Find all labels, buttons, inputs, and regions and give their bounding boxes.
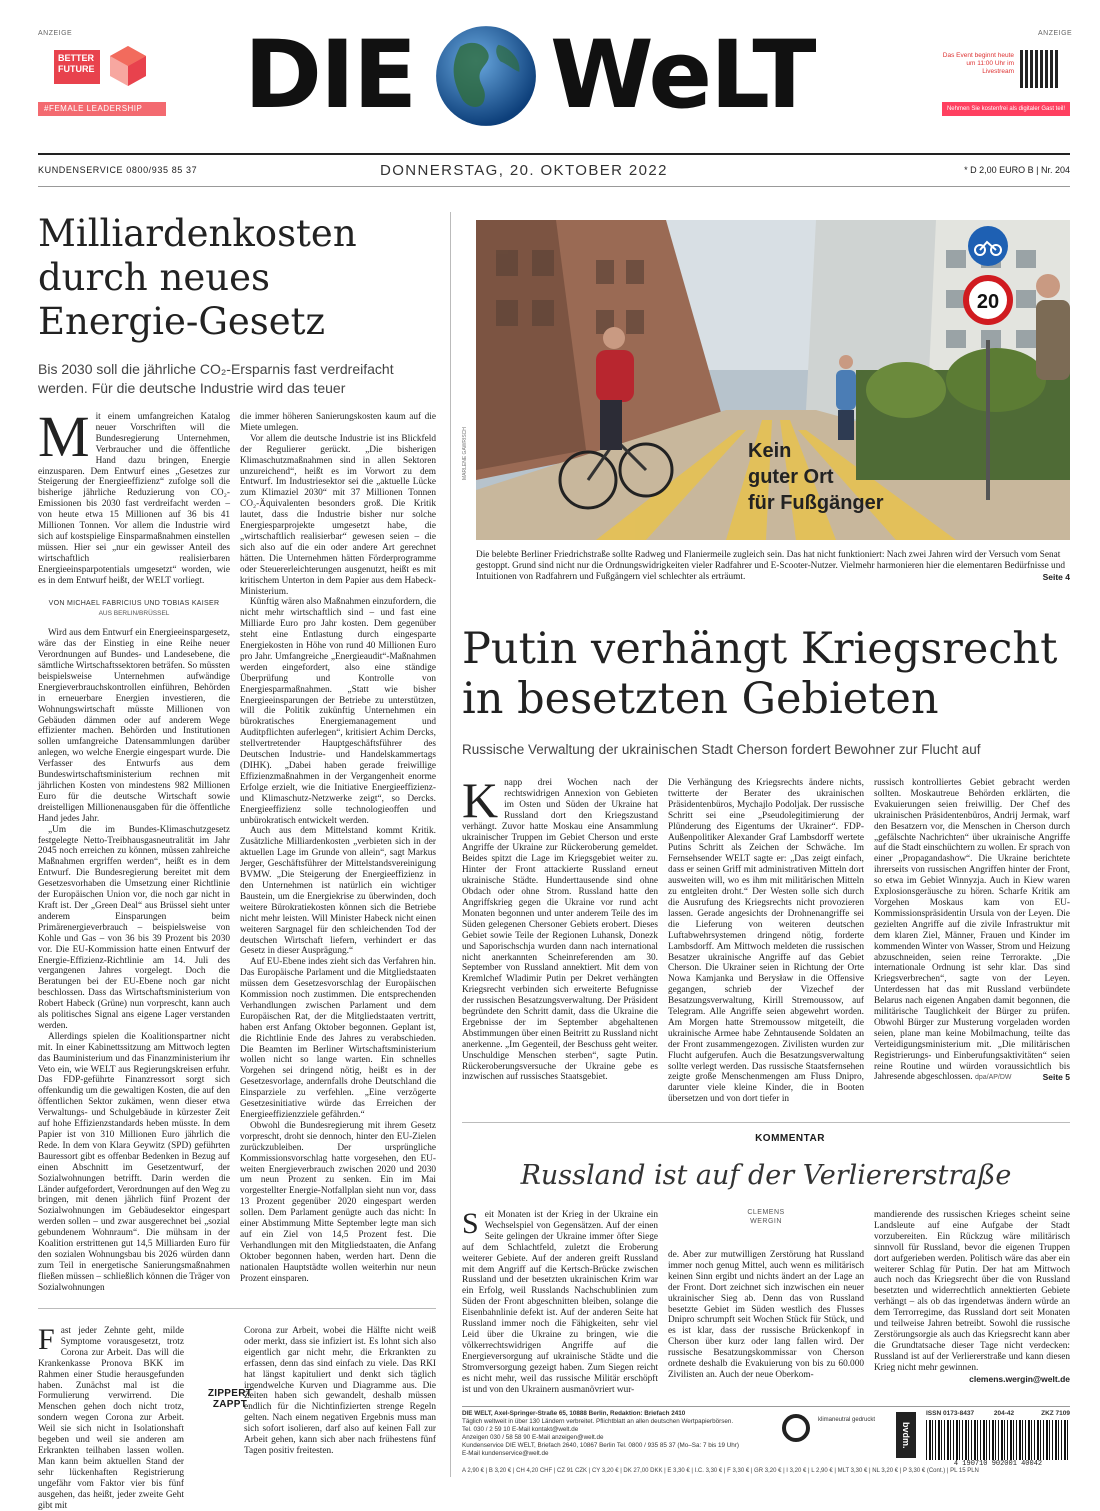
kommentar-text-1: eit Monaten ist der Krieg in der Ukraine ein Wechselspiel von Gegensätzen. Auf der einen Seite gelingen der Ukraine immer öfter Siege auf dem Schlachtfeld, zuletzt die Eroberung weiterer Gebiete. Auf der anderen greift Russland mit dem Angriff auf die Kertsch-Brücke zwischen Russland und der besetzten ukrainischen Krim war ein Erfolg, weil Russlands Nachschublinien zum Süden der Front abgeschnitten bleiben, solange die Eisenbahnlinie defekt ist. Auf der anderen Seite hat Russland immer noch die Fähigkeiten, sehr viel Leid über die Ukraine zu bringen, wie die völkerrechtswidrigen Angriffe auf die Energieversorgung auf ukrainische Städte und die Stromversorgung gezeigt haben. Zum Siegen reicht es nicht mehr, weil das russische Militär erschöpft ist und von den Ukrainern ausmanövriert wur- [462,1210,658,1395]
imprint-line-5: Kundenservice DIE WELT, Briefach 2640, 10867 Berlin Tel. 0800 / 935 85 37 (Mo–Sa: 7 bis 19 Uhr) [462,1442,739,1449]
lead-paragraph-4: Allerdings spielen die Koalitionspartner nicht mit. In einer Kabinettssitzung am Mittwoch legten das Bauministerium und das Finanzministerium ihr Veto ein, wie WELT aus Regierungskreisen erfuhr. Das FDP-geführte Finanzressort sorgt sich offenkundig um die gewaltigen Kosten, die auf den öffentlichen Sektor zukämen, wenn dieser etwa Verwaltungs- und Schulgebäude in kürzester Zeit auf hohe Effizienzstandards heben müsste. In dem Papier ist von 310 Millionen Euro jährlich die Rede. In dem von Klara Geywitz (SPD) geführten Bauressort gibt es offenbar Bedenken in Bezug auf einen Abschnitt im Gesetzentwurf, der Sozialwohnungen betrifft. Darin werden die Länder aufgefordert, Verordnungen auf den Weg zu bringen, mit denen jährlich fünf Prozent der Sozialwohnungen im Gebäudesektor eingespart werden sollen – und zwar ausgerechnet bei „sozial gebundenem Wohnraum“. Die mühsam in der Koalition erstrittenen gut 14,5 Milliarden Euro für den sozialen Wohnungsbau bis 2026 würden dann zum Teil in energetische Sanierungsmaßnahmen fließen müssen – schließlich können die Träger von Sozialwohnungen [38,1031,230,1293]
photo-page-ref[interactable]: Seite 4 [1042,572,1070,582]
zippert-rule [38,1308,436,1309]
issn-line [926,1410,1070,1417]
imprint [462,1410,772,1458]
globe-icon [434,24,538,128]
lead-paragraph-9: Auf EU-Ebene indes zieht sich das Verfahren hin. Das Europäische Parlament und die Mitgliedstaaten müssen dem Gesetzesvorschlag der Europäischen Kommission noch zustimmen. Die entsprechenden Verhandlungen zwischen Parlament und dem Europäischen Rat, der die Mitgliedstaaten vertritt, haben erst Anfang Oktober begonnen. Geplant ist, die Richtlinie Ende des Jahres zu verabschieden. Die Beamten im Berliner Wirtschaftsministerium wollen nicht so lange warten. Ein schnelles Vorgehen sei dringend nötig, heißt es in der Gesetzesvorlage, andernfalls drohe Deutschland die Einsparziele zu verfehlen. „Eine verzögerte Gesetzesinitiative würde das Erreichen der Energieeffizienzziele gefährden.“ [240,957,436,1120]
putin-column-1 [462,772,658,1114]
lead-paragraph-10: Obwohl die Bundesregierung mit ihrem Gesetz vorprescht, droht sie dennoch, hinter den EU-Zielen zurückzubleiben. Der ursprüngliche Kommissionsvorschlag hatte vorgesehen, den EU-weiten Energieverbrauch zwischen 2020 und 2030 um neun Prozent zu senken. Ein im Mai vorgestellter Energie-Notfallplan sieht nun vor, dass 13 Prozent gegenüber 2020 eingespart werden sollen. Dem Parlament genügte auch das nicht: In einer Abstimmung Mitte September legte man sich auf ein Ziel von 14,5 Prozent fest. Die Verhandlungen mit den Mitgliedstaaten, die Anfang Oktober begonnen haben, werden hart. Denn die nationalen Hauptstädte wollen weiterhin nur neun Prozent einsparen. [240,1120,436,1284]
imprint-line-6: E-Mail kundenservice@welt.de [462,1450,549,1457]
female-leadership-bar: #FEMALE LEADERSHIP [38,102,166,116]
lead-byline: VON MICHAEL FABRICIUS UND TOBIAS KAISER [48,599,220,607]
kommentar-column-1 [462,1207,658,1400]
issue-date: DONNERSTAG, 20. OKTOBER 2022 [380,162,668,179]
kommentar-column-2 [668,1250,864,1400]
overlay-line-1: Kein [748,440,792,462]
foreign-prices: A 2,90 € | B 3,20 € | CH 4,20 CHF | CZ 91 CZK | CY 3,20 € | DK 27,00 DKK | E 3,30 € | I.C. 3,30 € | F 3,30 € | GR 3,20 € | I 3,20 € | L 2,90 € | MLT 3,30 € | NL 3,20 € | P 3,30 € (Cont.) | PL 15 PLN [462,1468,979,1474]
info-bar-rule [38,186,1070,187]
putin-headline: Putin verhängt Kriegsrecht in besetzten Gebieten [462,624,1058,724]
photo-credit: MARLENE GAWRISCH [462,427,468,480]
issn: ISSN 0173-8437 [926,1410,975,1417]
zippert-text-2: Corona zur Arbeit, wobei die Hälfte nicht weiß oder merkt, dass sie infiziert ist. Es lohnt sich also eigentlich gar nicht mehr, die Erkrankten zu erfassen, denn das sind einfach zu viele. Das RKI hat längst kapituliert und denkt sich täglich irgendwelche Kurven und Diagramme aus. Die Zeiten haben sich gewandelt, deshalb müssen endlich für die Nichtinfizierten strenge Regeln gelten. Nach einem negativen Ergebnis muss man sich sofort isolieren, darf also auf keinen Fall zur Arbeit gehen, kann sich aber nach frühestens fünf Tagen positiv freitesten. [244,1326,436,1456]
barcode-number: 4 190710 902001 40042 [953,1460,1043,1468]
lead-byline-place: AUS BERLIN/BRÜSSEL [98,610,170,618]
klimaneutral-icon [782,1414,810,1442]
photo-caption-text: Die belebte Berliner Friedrichstraße sollte Radweg und Flaniermeile zugleich sein. Das hat nicht funktioniert: Nach zwei Jahren wird der Versuch vom Senat gestoppt. Grund sind nicht nur die Ordnungswidrigkeiten vieler Radfahrer und E-Scooter-Nutzer. Vielmehr harmonieren hier die elementaren Bedürfnisse und Intuitionen von Radfahrern und Fußgängern viel schlechter als erträumt. [476,550,1066,582]
kommentar-email[interactable]: clemens.wergin@welt.de [969,1373,1070,1384]
livestream-text: Das Event beginnt heute um 11:00 Uhr im Livestream [942,52,1014,75]
masthead-rule [38,153,1070,155]
lead-paragraph-2: Wird aus dem Entwurf ein Energieeinspargesetz, wäre das der Einstieg in eine Reihe neuer Verordnungen auf Bundes- und Landesebene, die sämtliche Wirtschaftssektoren beträfen. So müssten beispielsweise Unternehmen aufwändige Energieverbrauchskontrollen einführen, Behörden in erneuerbare Energien investieren, die Wohnungswirtschaft müsste Millionen von Gebäuden dämmen oder auf anderem Wege effizienter machen. Behörden und Institutionen sollen umfangreiche Datensammlungen darüber anlegen, wo welche Energie eingespart wurde. Die Verfasser des Entwurfs aus dem Bundeswirtschaftsministerium rechnen mit jährlichen Kosten von mindestens 982 Millionen Euro für die deutsche Wirtschaft sowie dreistelligen Millionenausgaben für die öffentliche Hand jedes Jahr. [38,628,230,824]
overlay-line-3: für Fußgänger [748,492,884,514]
zkz: ZKZ 7109 [1041,1410,1070,1417]
kommentar-headline: Russland ist auf der Verliererstraße [520,1160,1012,1191]
lead-paragraph-8: Auch aus dem Mittelstand kommt Kritik. Zusätzliche Milliardenkosten „verbieten sich in der aktuellen Lage im Grunde von allein“, sagt Markus Jerger, Geschäftsführer der Mittelstandsvereinigung BVMW. „Die Steigerung der Energieeffizienz in den Unternehmen ist natürlich ein wichtiger Baustein, um die Energiekrise zu überwinden, doch weitere Bürokratiekosten können sich die Betriebe nicht mehr leisten. Will Minister Habeck nicht einen weiteren Sargnagel für den schleichenden Tod der deutschen Wirtschaft liefern, verhindert er das Gesetz in dieser Ausprägung.“ [240,826,436,957]
lead-paragraph-6: Vor allem die deutsche Industrie ist ins Blickfeld der Regulierer gerückt. „Die bisherigen Klimaschutzmaßnahmen sind in allen Sektoren unzureichend“, heißt es im Vorwort zu dem Entwurf. Im Industriesektor sei die „aktuelle Lücke zum Klimaziel 2030“ mit 37 Millionen Tonnen CO₂-Äquivalenten besonders groß. Die Kritik lautet, dass die Industrie bisher nur solche Energiesparprojekte umgesetzt habe, die „wirtschaftlich realisierbar“ gewesen seien – die sich also auf die ein oder andere Art gerechnet hätten. Die Unternehmen hätten Förderprogramme oder Steuererleichterungen ausgenutzt, heißt es mit kritischem Unterton in dem Papier aus dem Habeck-Ministerium. [240,433,436,597]
bicycle-sign-icon [968,226,1008,266]
imprint-line-2: Täglich weltweit in über 130 Ländern verbreitet. Pflichtblatt an allen deutschen Wertpapierbörsen. [462,1418,734,1425]
lead-column-1 [38,404,230,1300]
kommentar-dropcap: S [462,1207,479,1240]
kommentar-author-first: CLEMENS [747,1209,785,1216]
ad-left-line1: BETTER [58,53,94,63]
logo-die: DIE [244,21,416,130]
die-welt-logo[interactable] [244,20,864,132]
kommentar-rule [462,1122,1070,1123]
lead-paragraph-1: it einem umfangreichen Katalog neuer Vorschriften will die Bundesregierung Unternehmen, Verbraucher und die öffentliche Hand dazu bringen, Energie einzusparen. Dem Entwurf eines „Gesetzes zur Steigerung der Energieeffizienz“ zufolge soll die bisherige jährliche Reduzierung von CO₂-Emissionen bis 2030 fast verdreifacht werden – von heute etwa 15 Millionen auf 36 bis 41 Millionen Tonnen. Vor allem die Industrie wird sich auf kostspielige Einsparmaßnahmen einstellen müssen. Hier sei „nur ein gewisser Anteil des wirtschaftlich realisierbaren Energieeinsparpotentials umgesetzt“ worden, wie es in dem Entwurf heißt, der WELT vorliegt. [38,412,230,586]
putin-text-1: napp drei Wochen nach der rechtswidrigen Annexion von Gebieten im Osten und Süden der Ukraine hat Russland dort den Kriegszustand verhängt. Zuvor hatte Moskau eine Ansammlung ukrainischer Truppen im Gebiet Cherson und erste Angriffe der Ukraine zur Rückeroberung gemeldet. Beides spitzt die Lage im Kriegsgebiet weiter zu. Hinter der Front attackierte Russland erneut ukrainische Städte. Hunderttausende sind ohne Obdach oder ohne Strom. Russland hatte den Angriffskrieg gegen die Ukraine vor rund acht Monaten begonnen und unter anderem Teile des im Süden gelegenen Chersoner Gebiets erobert. Dieses Gebiet sowie Teile der Regionen Luhansk, Donezk und Saporischschja wurden dann nach international nicht anerkannten Scheinreferenden am 30. September von Russland annektiert. Mit dem von Kremlchef Wladimir Putin per Dekret verhängten Kriegsrecht verbinden sich erweiterte Befugnisse der russischen Besatzungsverwaltung. Der Präsident begründete den Schritt damit, dass die Ukraine die Ergebnisse der im September abgehaltenen Abstimmungen über einen Beitritt zu Russland nicht anerkenne. „Im Gegenteil, der Beschuss geht weiter. Unschuldige Menschen sterben“, sagte Putin. Rückeroberungsversuche der Ukraine gebe es inzwischen auf russisches Staatsgebiet. [462,778,658,1083]
lead-column-2 [240,412,436,1300]
ad-label-left: ANZEIGE [38,30,73,37]
zippert-dropcap: F [38,1323,55,1356]
info-bar [38,162,1070,180]
putin-subhead: Russische Verwaltung der ukrainischen Stadt Cherson fordert Bewohner zur Flucht auf [462,742,981,757]
hexagon-icon [106,44,150,88]
lead-paragraph-3: „Um die im Bundes-Klimaschutzgesetz festgelegte Netto-Treibhausgasneutralität im Jahr 2045 noch erreichen zu können, müssen zahlreiche Maßnahmen ergriffen werden“, heißt es in dem Entwurf. Die Bundesregierung bereitet mit dem Gesetzesvorhaben die Umsetzung einer Richtlinie der Europäischen Union vor, die noch gar nicht in Kraft ist. Der „Green Deal“ aus Brüssel sieht unter anderem Einsparungen beim Primärenergieverbrauch – beispielsweise von Kohle und Gas – von 36 bis 39 Prozent bis 2030 vor. Die EU-Kommission hatte einen Entwurf der Energie-Effizienz-Richtlinie am 14. Juli des vergangenen Jahres vorgelegt. Doch die Beratungen bei der EU-Ebene noch gar nicht beschlossen. Dass das Wirtschaftsministerium von Robert Habeck (Grüne) nun vorprescht, kann auch als politisches Signal ans eigene Lager verstanden werden. [38,824,230,1031]
putin-column-2 [668,778,864,1114]
kommentar-author-last: WERGIN [750,1218,782,1225]
lead-dropcap: M [38,404,90,469]
putin-page-ref[interactable]: Seite 5 [1042,1072,1070,1083]
kommentar-label: KOMMENTAR [755,1133,825,1144]
imprint-line-3: Tel. 030 / 2 59 10 E-Mail kontakt@welt.de [462,1426,579,1433]
kommentar-text-3: mandierende des russischen Krieges scheint seine Landsleute auf eine Aufgabe der Stadt vorzubereiten. Ein Rückzug wäre militärisch sinnvoll für Russland, bevor die eigenen Truppen dort aufgerieben werden. Politisch wäre das aber ein weiterer Schlag für Putin. Der hat am Mittwoch auch noch das Kriegsrecht über die von Russland besetzten und widerrechtlich annektierten Gebiete verhängt – als ob das irgendetwas ändern würde an dem Terrorregime, das Russland dort seit Monaten und teilweise Jahren betreibt. Sowohl die russische Zerstörungsorgie als auch das Kriegsrecht kann aber die Grundtatsache dieser Tage nicht verdecken: Russland ist auf der Verliererstraße und kann diesen Krieg nicht mehr gewinnen. [874,1210,1070,1373]
ad-left-line2: FUTURE [58,64,95,74]
better-future-logo [54,50,100,84]
imprint-line-1: DIE WELT, Axel-Springer-Straße 65, 10888 Berlin, Redaktion: Briefach 2410 [462,1410,686,1417]
putin-column-3 [874,778,1070,1114]
putin-agency: dpa/AP/DW [974,1074,1012,1082]
bvdm-logo: bvdm. [896,1412,916,1458]
logo-welt: WeLT [550,21,815,130]
column-divider [450,212,451,1477]
imprint-rule [462,1406,1070,1407]
overlay-line-2: guter Ort [748,466,834,488]
imprint-line-4: Anzeigen 030 / 58 58 90 E-Mail anzeigen@welt.de [462,1434,604,1441]
barcode [926,1420,1070,1460]
kommentar-column-3 [874,1210,1070,1404]
speed-limit-number: 20 [976,291,1000,313]
zippert-column-1 [38,1323,184,1511]
lead-paragraph-5: die immer höheren Sanierungskosten kaum auf die Miete umlegen. [240,412,436,433]
friedrichstrasse-photo [476,220,1070,540]
zippert-zappt-label: ZIPPERT ZAPPT [207,1388,253,1410]
lead-headline: Milliardenkosten durch neues Energie-Gesetz [38,212,357,343]
issue-price: * D 2,00 EURO B | Nr. 204 [964,165,1070,175]
livestream-bar: Nehmen Sie kostenfrei als digitaler Gast teil! [942,102,1070,116]
lead-paragraph-7: Künftig wären also Maßnahmen einzufordern, die nicht mehr wirtschaftlich sind – und fast eine Milliarde Euro pro Jahr kosten. Dem gegenüber steht eine Entlastung durch eingesparte Energiekosten in Höhe von rund 40 Millionen Euro pro Jahr. Umfangreiche „Energieaudit“-Maßnahmen werden eingefordert, also eine ständige Überprüfung und Kontrolle von Energiesparmaßnahmen. „Statt wie bisher Energieeinsparungen der Betriebe zu unterstützen, will die Politik zukünftig Unternehmen ein bürokratisches Energiemanagement und Auditpflichten auferlegen“, kritisiert Achim Dercks, stellvertretender Hauptgeschäftsführer des Deutschen Industrie- und Handelskammertags (DIHK). „Dabei haben gerade freiwillige Effizienzmaßnahmen in der Vergangenheit enorme Erfolge erzielt, wie die Initiative Energieeffizienz- und Klimaschutz-Netzwerke zeigt“, so Dercks. Energieeffizienz solle technologieoffen und unbürokratisch entwickelt werden. [240,597,436,826]
livestream-ad[interactable] [942,40,1070,116]
photo-overlay-text [748,438,884,516]
putin-text-2: Die Verhängung des Kriegsrechts ändere nichts, twitterte der Berater des ukrainischen Präsidentenbüros, Mychajlo Podoljak. Der russische Schritt sei eine „Pseudolegitimierung der Plünderung des Eigentums der Ukrainer“. FDP-Außenpolitiker Alexander Graf Lambsdorff wertete Putins Schritt als Zeichen der Schwäche. Im Fernsehsender WELT sagte er: „Das zeigt einfach, dass er seinen Griff mit administrativen Mitteln dort ausweiten will, wo es ihm mit militärischen Mitteln zu entgleiten droht.“ Der Westen solle sich durch die Ausrufung des Kriegsrechts nicht provozieren lassen. Gerade angesichts der Drohnenangriffe sei die Lieferung von weiteren deutschen Luftabwehrsystemen dringend nötig, forderte Lambsdorff. Am Mittwoch meldeten die russischen Besatzer ukrainische Angriffe auf das Gebiet Cherson. Die Ukrainer seien in Richtung der Orte Nowa Kamjanka und Berysław in die Offensive gegangen, schrieb der Vizechef der Besatzungsverwaltung, Kirill Stremoussow, auf Telegram. Alle Angriffe seien abgewehrt worden. Am Morgen hatte Stremoussow mitgeteilt, die ukrainische Armee habe Zehntausende Soldaten an der Front zusammengezogen. Zivilisten wurden zur Flucht aufgerufen. Auch die Besatzungsverwaltung sollte verlegt werden. Das russische Staatsfernsehen zeigte große Menschenmengen am Fluss Dnipro, darunter viele kleine Kinder, die in Booten übersetzen und von dort tiefer in [668,778,864,1105]
putin-text-3: russisch kontrolliertes Gebiet gebracht werden sollten. Moskautreue Behörden erklärten, die Evakuierungen seien freiwillig. Der Chef des ukrainischen Präsidentenbüros, Andrij Jermak, warf den Besatzern vor, die Menschen in Cherson durch „gefälschte Nachrichten“ über ukrainische Angriffe auf die Stadt einschüchtern zu wollen. Er sprach von einer „Propagandashow“. Die Ukraine berichtete ihrerseits von russischen Angriffen hinter der Front, so etwa im Gebiet Winnyzja. Auch in Kiew waren Explosionsgeräusche zu hören. Scharfe Kritik am Vorgehen Moskaus kam von EU-Kommissionspräsidentin Ursula von der Leyen. Die gezielten Angriffe auf die zivile Infrastruktur mit dem klaren Ziel, Männer, Frauen und Kinder im kommenden Winter von Wasser, Strom und Heizung abzuschneiden, seien reine Terrorakte. „Die internationale Ordnung ist sehr klar. Das sind Kriegsverbrechen“, sagte von der Leyen. Unterdessen hat das mit Russland verbündete Belarus nach eigenen Angaben damit begonnen, die militärische Tauglichkeit der Bürger zu prüfen. Obwohl Bürger zur Musterung vorgeladen worden seien, plane man keine Mobilmachung, teilte das Verteidigungsministerium mit. „Die militärischen Registrierungs- und Einberufungsaktivitäten“ seien reine Routine und würden voraussichtlich bis Jahresende abgeschlossen. [874,778,1070,1083]
zippert-column-2 [244,1326,436,1486]
kommentar-text-2: de. Aber zur mutwilligen Zerstörung hat Russland immer noch genug Mittel, auch wenn es militärisch keinen Sinn ergibt und nichts ändert an der Lage an der Front. Dort zeichnet sich inzwischen ein neuer ukrainischer Sieg ab. Denn das von Russland besetzte Gebiet im Süden westlich des Flusses Dnipro schrumpft seit Wochen Stück für Stück, und es ist klar, dass der russische Brückenkopf in Cherson über kurz oder lang fallen wird. Der russische Besatzungskommissar von Cherson ordnete deshalb die Evakuierung von bis zu 60.000 Zivilisten an. Auch der neue Oberkom- [668,1250,864,1380]
klimaneutral-label: klimaneutral gedruckt [818,1417,876,1423]
putin-dropcap: K [462,772,499,828]
qr-code-icon [1020,50,1058,88]
better-future-ad[interactable] [38,40,166,116]
lead-subhead: Bis 2030 soll die jährliche CO₂-Ersparnis fast verdreifacht werden. Für die deutsche Industrie wird das teuer [38,361,394,396]
ad-label-right: ANZEIGE [1038,30,1073,37]
kundenservice-phone: KUNDENSERVICE 0800/935 85 37 [38,165,198,175]
issue-code: 204-42 [993,1410,1015,1417]
photo-caption [476,550,1070,583]
zippert-text-1: ast jeder Zehnte geht, milde Symptome vorausgesetzt, trotz Corona zur Arbeit. Das will die Krankenkasse Pronova BKK im Rahmen einer Studie herausgefunden haben. Zunächst mal ist die Formulierung verwirrend. Die Menschen gehen doch nicht trotz, sondern wegen Corona zur Arbeit. Weil sie sich nicht in Isolationshaft begeben und weil sie anderen am Erkrankten teilhaben lassen wollen. Man kann beim aktuellen Stand der sehr lückenhaften Registrierung ungefähr vom Faktor vier bis fünf ausgehen, das heißt, jeder zweite Geht gibt mit [38,1326,184,1511]
kommentar-author [668,1208,864,1226]
